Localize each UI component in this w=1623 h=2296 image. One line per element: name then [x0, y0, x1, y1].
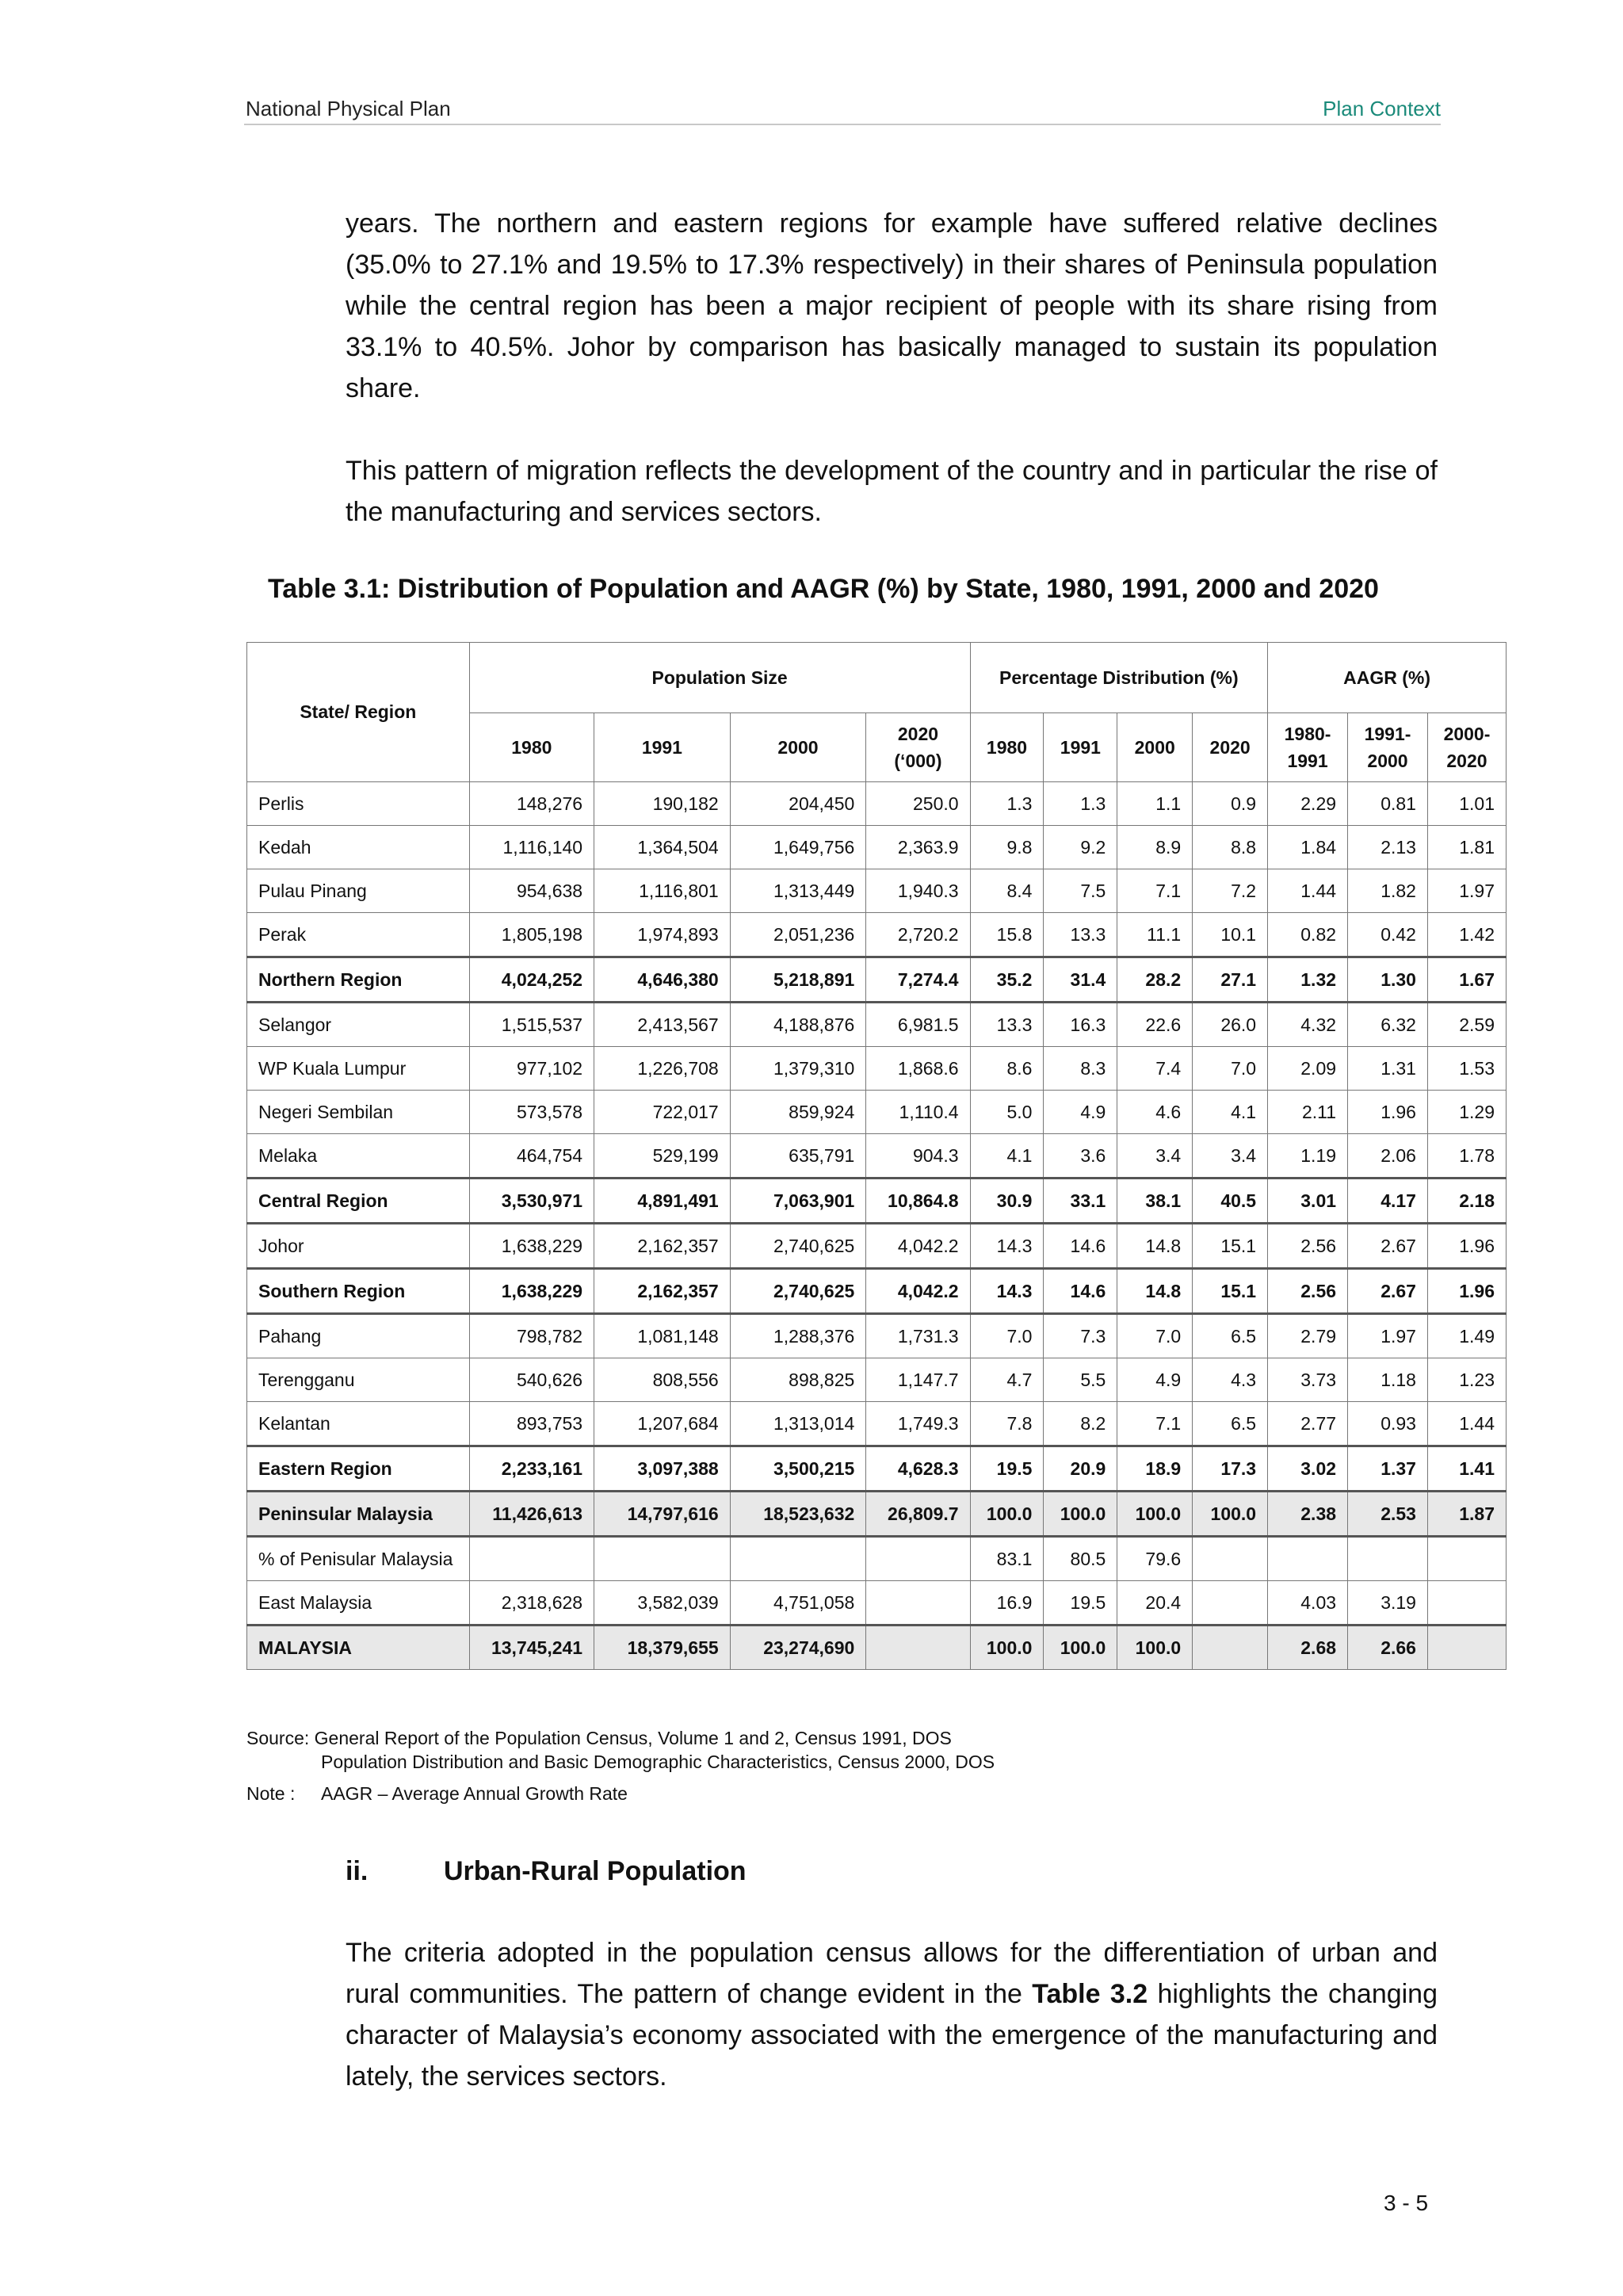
row-label: Terengganu — [247, 1358, 470, 1402]
column-header: 1980-1991 — [1268, 713, 1348, 782]
table-cell: 1.41 — [1427, 1446, 1506, 1492]
table-cell: 204,450 — [730, 782, 866, 826]
table-cell: 6.32 — [1348, 1003, 1428, 1047]
table-cell: 26,809.7 — [866, 1492, 970, 1537]
table-cell — [866, 1626, 970, 1670]
table-cell: 18,523,632 — [730, 1492, 866, 1537]
table-cell: 4.1 — [970, 1134, 1044, 1179]
table-cell: 4,751,058 — [730, 1581, 866, 1626]
table-cell: 4,024,252 — [469, 957, 594, 1003]
table-cell: 100.0 — [1117, 1626, 1193, 1670]
column-header: 2000-2020 — [1427, 713, 1506, 782]
table-cell: 1.32 — [1268, 957, 1348, 1003]
table-cell: 7.2 — [1193, 869, 1268, 913]
table-cell: 722,017 — [594, 1091, 731, 1134]
table-cell: 1.18 — [1348, 1358, 1428, 1402]
table-3-2-reference: Table 3.2 — [1032, 1979, 1148, 2009]
table-cell: 1,313,014 — [730, 1402, 866, 1446]
table-cell: 7,274.4 — [866, 957, 970, 1003]
paragraph-urban-rural — [346, 1932, 1438, 2097]
table-cell: 13.3 — [1044, 913, 1117, 957]
table-cell: 1.3 — [970, 782, 1044, 826]
table-cell: 14,797,616 — [594, 1492, 731, 1537]
paragraph-urban-rural-text-2: highlights the changing character of Malaysia’s economy associated with the emergence of the manufacturing and lately, the services sectors. — [346, 1979, 1438, 2092]
table-cell: 100.0 — [1193, 1492, 1268, 1537]
source-line-1: Source: General Report of the Population Census, Volume 1 and 2, Census 1991, DOS — [246, 1728, 952, 1748]
table-cell: 7,063,901 — [730, 1179, 866, 1224]
row-label: Eastern Region — [247, 1446, 470, 1492]
row-label: Selangor — [247, 1003, 470, 1047]
table-cell: 2.56 — [1268, 1269, 1348, 1314]
table-cell — [730, 1537, 866, 1581]
row-label: Perlis — [247, 782, 470, 826]
table-cell: 3.73 — [1268, 1358, 1348, 1402]
table-cell: 1.84 — [1268, 826, 1348, 869]
column-header: 1991-2000 — [1348, 713, 1428, 782]
table-cell: 2,233,161 — [469, 1446, 594, 1492]
table-cell: 14.8 — [1117, 1224, 1193, 1269]
table-row — [247, 1402, 1507, 1446]
table-cell: 4.9 — [1044, 1091, 1117, 1134]
table-cell: 18.9 — [1117, 1446, 1193, 1492]
table-cell: 1.23 — [1427, 1358, 1506, 1402]
table-cell: 35.2 — [970, 957, 1044, 1003]
table-cell: 4.17 — [1348, 1179, 1428, 1224]
table-cell: 31.4 — [1044, 957, 1117, 1003]
table-cell: 4.03 — [1268, 1581, 1348, 1626]
table-cell: 20.4 — [1117, 1581, 1193, 1626]
row-label: Peninsular Malaysia — [247, 1492, 470, 1537]
table-cell: 977,102 — [469, 1047, 594, 1091]
table-cell: 1.78 — [1427, 1134, 1506, 1179]
table-row — [247, 1358, 1507, 1402]
table-cell: 1.44 — [1268, 869, 1348, 913]
table-cell: 2.56 — [1268, 1224, 1348, 1269]
section-heading — [346, 1856, 747, 1887]
table-cell: 3.02 — [1268, 1446, 1348, 1492]
table-cell: 7.4 — [1117, 1047, 1193, 1091]
table-cell: 1.37 — [1348, 1446, 1428, 1492]
table-cell: 4.32 — [1268, 1003, 1348, 1047]
table-cell: 2,162,357 — [594, 1224, 731, 1269]
table-cell: 14.3 — [970, 1269, 1044, 1314]
table-note — [246, 1783, 1435, 1805]
table-cell: 22.6 — [1117, 1003, 1193, 1047]
table-cell: 2,740,625 — [730, 1269, 866, 1314]
table-cell: 4.6 — [1117, 1091, 1193, 1134]
column-header: 1991 — [1044, 713, 1117, 782]
table-row — [247, 1581, 1507, 1626]
table-cell: 4.9 — [1117, 1358, 1193, 1402]
table-cell: 1,313,449 — [730, 869, 866, 913]
table-cell: 3.01 — [1268, 1179, 1348, 1224]
table-cell: 250.0 — [866, 782, 970, 826]
table-row — [247, 1314, 1507, 1358]
table-cell: 1.96 — [1348, 1091, 1428, 1134]
table-cell: 1,649,756 — [730, 826, 866, 869]
table-cell: 20.9 — [1044, 1446, 1117, 1492]
table-cell: 9.2 — [1044, 826, 1117, 869]
table-cell: 859,924 — [730, 1091, 866, 1134]
table-cell: 1.67 — [1427, 957, 1506, 1003]
table-cell: 6.5 — [1193, 1314, 1268, 1358]
row-label: Northern Region — [247, 957, 470, 1003]
row-label: Johor — [247, 1224, 470, 1269]
table-cell: 1,364,504 — [594, 826, 731, 869]
table-cell: 4,628.3 — [866, 1446, 970, 1492]
table-cell: 5.5 — [1044, 1358, 1117, 1402]
table-cell: 2.77 — [1268, 1402, 1348, 1446]
table-cell: 573,578 — [469, 1091, 594, 1134]
table-cell: 4,042.2 — [866, 1224, 970, 1269]
table-cell: 80.5 — [1044, 1537, 1117, 1581]
table-cell: 1,749.3 — [866, 1402, 970, 1446]
table-cell: 1.96 — [1427, 1269, 1506, 1314]
table-cell: 1,226,708 — [594, 1047, 731, 1091]
row-label: Negeri Sembilan — [247, 1091, 470, 1134]
table-cell: 7.3 — [1044, 1314, 1117, 1358]
table-cell: 3.4 — [1193, 1134, 1268, 1179]
table-cell: 1.30 — [1348, 957, 1428, 1003]
table-cell: 2.13 — [1348, 826, 1428, 869]
table-source — [246, 1726, 1435, 1774]
table-cell: 9.8 — [970, 826, 1044, 869]
table-cell: 0.82 — [1268, 913, 1348, 957]
table-cell: 898,825 — [730, 1358, 866, 1402]
table-row — [247, 1269, 1507, 1314]
table-cell: 7.0 — [1193, 1047, 1268, 1091]
table-cell — [469, 1537, 594, 1581]
table-cell: 3,500,215 — [730, 1446, 866, 1492]
table-row — [247, 1003, 1507, 1047]
column-header: 2020 — [1193, 713, 1268, 782]
table-cell: 7.0 — [970, 1314, 1044, 1358]
row-label: Central Region — [247, 1179, 470, 1224]
table-cell: 18,379,655 — [594, 1626, 731, 1670]
table-cell: 100.0 — [1117, 1492, 1193, 1537]
table-cell — [1427, 1537, 1506, 1581]
table-cell: 1,081,148 — [594, 1314, 731, 1358]
table-cell: 1.81 — [1427, 826, 1506, 869]
table-cell: 2,720.2 — [866, 913, 970, 957]
table-cell: 14.6 — [1044, 1224, 1117, 1269]
section-title: Urban-Rural Population — [444, 1856, 747, 1886]
table-cell: 2.67 — [1348, 1224, 1428, 1269]
table-cell: 6.5 — [1193, 1402, 1268, 1446]
table-cell: 0.42 — [1348, 913, 1428, 957]
column-header: 2000 — [730, 713, 866, 782]
table-cell: 0.81 — [1348, 782, 1428, 826]
table-cell: 19.5 — [970, 1446, 1044, 1492]
row-label: Melaka — [247, 1134, 470, 1179]
table-cell: 16.9 — [970, 1581, 1044, 1626]
table-cell: 27.1 — [1193, 957, 1268, 1003]
table-cell: 2,162,357 — [594, 1269, 731, 1314]
note-text: AAGR – Average Annual Growth Rate — [321, 1783, 628, 1804]
table-cell: 4.7 — [970, 1358, 1044, 1402]
table-cell: 2.67 — [1348, 1269, 1428, 1314]
table-cell: 798,782 — [469, 1314, 594, 1358]
table-cell: 10,864.8 — [866, 1179, 970, 1224]
table-cell: 8.4 — [970, 869, 1044, 913]
table-cell: 3,530,971 — [469, 1179, 594, 1224]
row-label: Kedah — [247, 826, 470, 869]
table-cell: 14.6 — [1044, 1269, 1117, 1314]
table-cell: 635,791 — [730, 1134, 866, 1179]
table-cell: 8.3 — [1044, 1047, 1117, 1091]
table-cell: 1.19 — [1268, 1134, 1348, 1179]
table-cell: 7.8 — [970, 1402, 1044, 1446]
section-number: ii. — [346, 1856, 369, 1886]
table-cell: 3.6 — [1044, 1134, 1117, 1179]
table-cell: 2.79 — [1268, 1314, 1348, 1358]
table-cell: 2.18 — [1427, 1179, 1506, 1224]
table-cell: 33.1 — [1044, 1179, 1117, 1224]
table-cell: 19.5 — [1044, 1581, 1117, 1626]
table-cell: 30.9 — [970, 1179, 1044, 1224]
table-cell: 4,891,491 — [594, 1179, 731, 1224]
table-cell — [1193, 1581, 1268, 1626]
table-cell: 100.0 — [970, 1626, 1044, 1670]
table-cell — [1193, 1537, 1268, 1581]
table-cell: 2.53 — [1348, 1492, 1428, 1537]
table-cell: 8.6 — [970, 1047, 1044, 1091]
table-row — [247, 1091, 1507, 1134]
table-cell: 904.3 — [866, 1134, 970, 1179]
table-cell — [1427, 1581, 1506, 1626]
table-cell: 3.4 — [1117, 1134, 1193, 1179]
population-size-header: Population Size — [469, 643, 970, 713]
header-chapter-title: Plan Context — [1323, 97, 1441, 120]
row-label: Pulau Pinang — [247, 869, 470, 913]
table-cell: 2.38 — [1268, 1492, 1348, 1537]
table-cell: 7.0 — [1117, 1314, 1193, 1358]
table-cell: 5.0 — [970, 1091, 1044, 1134]
table-cell: 1,940.3 — [866, 869, 970, 913]
table-cell: 15.1 — [1193, 1224, 1268, 1269]
table-cell: 3.19 — [1348, 1581, 1428, 1626]
table-cell: 1,805,198 — [469, 913, 594, 957]
table-cell: 540,626 — [469, 1358, 594, 1402]
table-cell — [1348, 1537, 1428, 1581]
column-header: 1980 — [970, 713, 1044, 782]
table-cell: 893,753 — [469, 1402, 594, 1446]
table-cell: 1.42 — [1427, 913, 1506, 957]
table-cell: 1.87 — [1427, 1492, 1506, 1537]
page-number: 3 - 5 — [1384, 2191, 1429, 2215]
row-label: Perak — [247, 913, 470, 957]
table-cell: 2,413,567 — [594, 1003, 731, 1047]
table-cell: 1,868.6 — [866, 1047, 970, 1091]
table-cell: 17.3 — [1193, 1446, 1268, 1492]
table-cell: 1,638,229 — [469, 1269, 594, 1314]
table-row — [247, 1179, 1507, 1224]
column-header: 2020 (‘000) — [866, 713, 970, 782]
table-cell: 79.6 — [1117, 1537, 1193, 1581]
table-row — [247, 1492, 1507, 1537]
paragraph-migration-pattern: This pattern of migration reflects the development of the country and in particular the rise of the manufacturing and services sectors. — [346, 456, 1438, 527]
table-cell — [1268, 1537, 1348, 1581]
aagr-header: AAGR (%) — [1268, 643, 1507, 713]
row-label: Pahang — [247, 1314, 470, 1358]
table-cell: 83.1 — [970, 1537, 1044, 1581]
row-label: MALAYSIA — [247, 1626, 470, 1670]
table-cell: 148,276 — [469, 782, 594, 826]
table-cell: 13.3 — [970, 1003, 1044, 1047]
source-line-2: Population Distribution and Basic Demographic Characteristics, Census 2000, DOS — [321, 1752, 995, 1772]
column-header: 1980 — [469, 713, 594, 782]
table-cell: 10.1 — [1193, 913, 1268, 957]
table-cell: 1.1 — [1117, 782, 1193, 826]
paragraph-regional-shares: years. The northern and eastern regions for example have suffered relative declines (35.0% to 27.1% and 19.5% to 17.3% respectively) in their shares of Peninsula population while the central region has been a major recipient of people with its share rising from 33.1% to 40.5%. Johor by comparison has basically managed to sustain its population share. — [346, 208, 1438, 403]
table-cell: 4.1 — [1193, 1091, 1268, 1134]
table-cell: 1.82 — [1348, 869, 1428, 913]
table-cell: 2.11 — [1268, 1091, 1348, 1134]
table-cell: 2.59 — [1427, 1003, 1506, 1047]
table-cell: 4,042.2 — [866, 1269, 970, 1314]
table-cell: 100.0 — [970, 1492, 1044, 1537]
table-cell: 808,556 — [594, 1358, 731, 1402]
table-title: Table 3.1: Distribution of Population and AAGR (%) by State, 1980, 1991, 2000 and 2020 — [268, 574, 1379, 604]
table-cell: 26.0 — [1193, 1003, 1268, 1047]
table-cell: 2,051,236 — [730, 913, 866, 957]
table-cell: 15.1 — [1193, 1269, 1268, 1314]
table-cell: 2,363.9 — [866, 826, 970, 869]
table-cell: 529,199 — [594, 1134, 731, 1179]
table-row — [247, 1047, 1507, 1091]
table-cell: 38.1 — [1117, 1179, 1193, 1224]
table-row — [247, 1626, 1507, 1670]
table-cell: 14.8 — [1117, 1269, 1193, 1314]
table-cell: 1,731.3 — [866, 1314, 970, 1358]
table-cell: 7.1 — [1117, 869, 1193, 913]
table-cell — [1193, 1626, 1268, 1670]
table-cell: 100.0 — [1044, 1492, 1117, 1537]
table-cell: 40.5 — [1193, 1179, 1268, 1224]
table-cell: 954,638 — [469, 869, 594, 913]
percentage-distribution-header: Percentage Distribution (%) — [970, 643, 1268, 713]
column-header: 1991 — [594, 713, 731, 782]
table-cell: 1.3 — [1044, 782, 1117, 826]
table-row — [247, 1537, 1507, 1581]
table-cell: 0.9 — [1193, 782, 1268, 826]
table-cell: 28.2 — [1117, 957, 1193, 1003]
table-cell: 2.06 — [1348, 1134, 1428, 1179]
table-cell: 11.1 — [1117, 913, 1193, 957]
table-cell: 1,116,801 — [594, 869, 731, 913]
table-cell: 3,582,039 — [594, 1581, 731, 1626]
table-cell: 5,218,891 — [730, 957, 866, 1003]
table-row — [247, 782, 1507, 826]
table-cell: 14.3 — [970, 1224, 1044, 1269]
table-cell: 1,110.4 — [866, 1091, 970, 1134]
header-document-title: National Physical Plan — [246, 97, 451, 120]
table-cell: 100.0 — [1044, 1626, 1117, 1670]
note-label: Note : — [246, 1783, 296, 1804]
table-cell: 23,274,690 — [730, 1626, 866, 1670]
paragraph-urban-rural-text-1: The criteria adopted in the population census allows for the differentiation of urban and rural communities. The pattern of change evident in the — [346, 1938, 1438, 2009]
table-cell: 1.96 — [1427, 1224, 1506, 1269]
row-label: Kelantan — [247, 1402, 470, 1446]
table-cell: 1,515,537 — [469, 1003, 594, 1047]
table-cell — [1427, 1626, 1506, 1670]
table-row — [247, 826, 1507, 869]
table-cell: 8.2 — [1044, 1402, 1117, 1446]
table-cell: 190,182 — [594, 782, 731, 826]
table-cell: 2.68 — [1268, 1626, 1348, 1670]
table-cell: 7.1 — [1117, 1402, 1193, 1446]
table-row — [247, 1134, 1507, 1179]
table-cell: 16.3 — [1044, 1003, 1117, 1047]
population-table — [246, 642, 1507, 1670]
table-cell: 1,638,229 — [469, 1224, 594, 1269]
table-cell: 1.29 — [1427, 1091, 1506, 1134]
table-cell: 4,188,876 — [730, 1003, 866, 1047]
table-row — [247, 1446, 1507, 1492]
row-label: Southern Region — [247, 1269, 470, 1314]
table-cell: 1,207,684 — [594, 1402, 731, 1446]
table-cell: 15.8 — [970, 913, 1044, 957]
table-cell: 1.97 — [1427, 869, 1506, 913]
table-cell: 1,288,376 — [730, 1314, 866, 1358]
row-label: WP Kuala Lumpur — [247, 1047, 470, 1091]
table-cell: 1.44 — [1427, 1402, 1506, 1446]
table-cell: 2.29 — [1268, 782, 1348, 826]
page-header — [244, 97, 1441, 125]
table-cell: 0.93 — [1348, 1402, 1428, 1446]
table-cell: 2,318,628 — [469, 1581, 594, 1626]
row-label: East Malaysia — [247, 1581, 470, 1626]
table-cell: 8.9 — [1117, 826, 1193, 869]
table-cell: 1,116,140 — [469, 826, 594, 869]
row-label: % of Penisular Malaysia — [247, 1537, 470, 1581]
table-cell: 8.8 — [1193, 826, 1268, 869]
table-cell: 1.49 — [1427, 1314, 1506, 1358]
table-cell: 3,097,388 — [594, 1446, 731, 1492]
table-cell: 2.66 — [1348, 1626, 1428, 1670]
table-cell: 1.53 — [1427, 1047, 1506, 1091]
state-region-header: State/ Region — [247, 643, 470, 782]
table-row — [247, 913, 1507, 957]
table-cell: 1.31 — [1348, 1047, 1428, 1091]
table-row — [247, 957, 1507, 1003]
table-cell: 1,147.7 — [866, 1358, 970, 1402]
table-cell — [866, 1537, 970, 1581]
table-cell: 11,426,613 — [469, 1492, 594, 1537]
table-cell: 464,754 — [469, 1134, 594, 1179]
table-cell: 4,646,380 — [594, 957, 731, 1003]
table-cell — [866, 1581, 970, 1626]
table-cell: 1,379,310 — [730, 1047, 866, 1091]
table-row — [247, 1224, 1507, 1269]
table-cell: 13,745,241 — [469, 1626, 594, 1670]
table-cell: 1,974,893 — [594, 913, 731, 957]
table-cell: 1.01 — [1427, 782, 1506, 826]
table-cell: 4.3 — [1193, 1358, 1268, 1402]
table-cell: 7.5 — [1044, 869, 1117, 913]
table-row — [247, 869, 1507, 913]
table-cell: 6,981.5 — [866, 1003, 970, 1047]
table-cell: 2.09 — [1268, 1047, 1348, 1091]
column-header: 2000 — [1117, 713, 1193, 782]
table-cell: 2,740,625 — [730, 1224, 866, 1269]
table-cell — [594, 1537, 731, 1581]
table-cell: 1.97 — [1348, 1314, 1428, 1358]
